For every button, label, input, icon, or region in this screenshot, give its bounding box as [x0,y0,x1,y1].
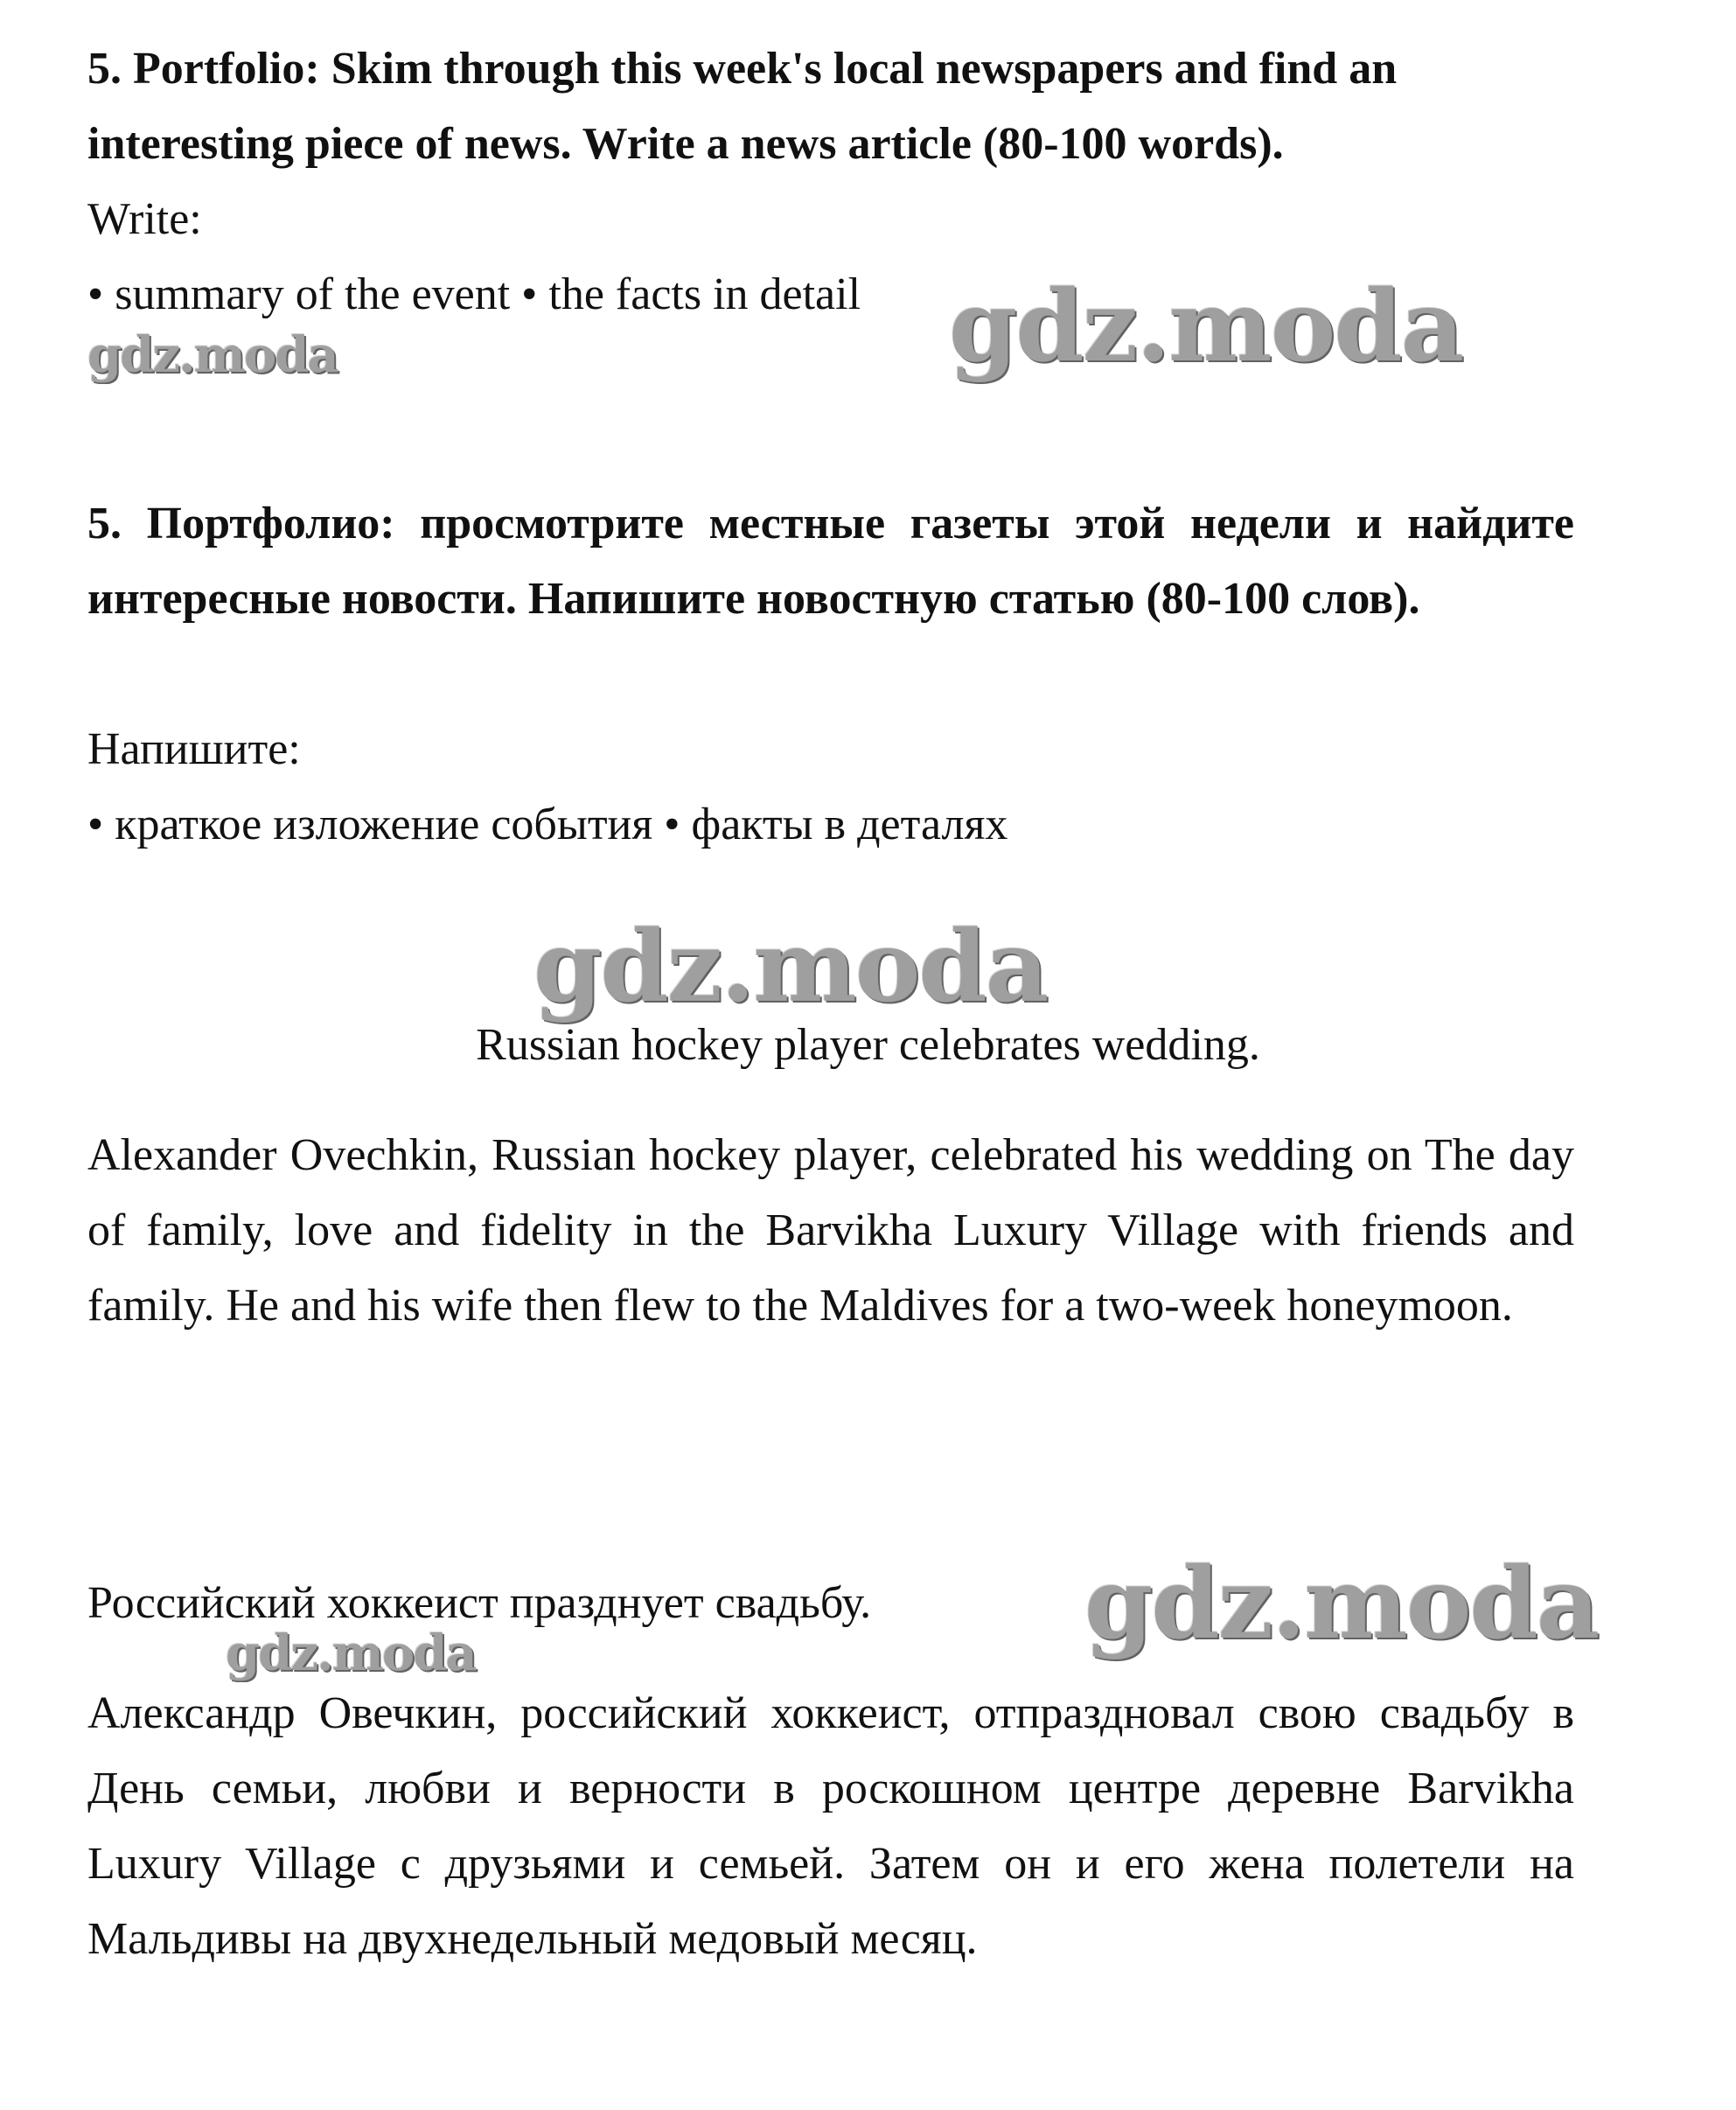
watermark-logo: gdz.moda [87,326,338,384]
task-title-en: 5. Portfolio: Skim through this week's local newspapers and find an interesting piece of news. Write a news article (80-100 words). [87,44,1398,169]
watermark-logo: gdz.moda [949,269,1463,384]
task-title-ru: 5. Портфолио: просмотрите местные газеты этой недели и найдите интересные новости. Напишите новостную статью (80-100 слов). [87,499,1574,624]
task-bullets-ru: • краткое изложение события • факты в деталях [87,800,1008,849]
article-body-en: Alexander Ovechkin, Russian hockey player, celebrated his wedding on The day of family, love and fidelity in the Barvikha Luxury Village with friends and family. He and his wife then flew to the Maldives for a two-week honeymoon. [87,1130,1574,1331]
watermark-logo: gdz.moda [226,1624,476,1682]
task-write-label-ru: Напишите: [87,724,301,774]
article-body-ru: Александр Овечкин, российский хоккеист, отпраздновал свою свадьбу в День семьи, любви и верности в роскошном центре деревне Barvikha Luxury Village с друзьями и семьей. Затем он и его жена полетели на Мальдивы на двухнедельный медовый месяц. [87,1688,1574,1964]
watermark-logo: gdz.moda [1084,1547,1599,1661]
task-bullets-en: • summary of the event • the facts in detail [87,269,861,319]
task-write-label-en: Write: [87,194,202,244]
article-headline-ru: Российский хоккеист празднует свадьбу. [87,1578,872,1628]
watermark-logo: gdz.moda [533,910,1048,1024]
article-headline-en: Russian hockey player celebrates wedding. [476,1020,1260,1070]
